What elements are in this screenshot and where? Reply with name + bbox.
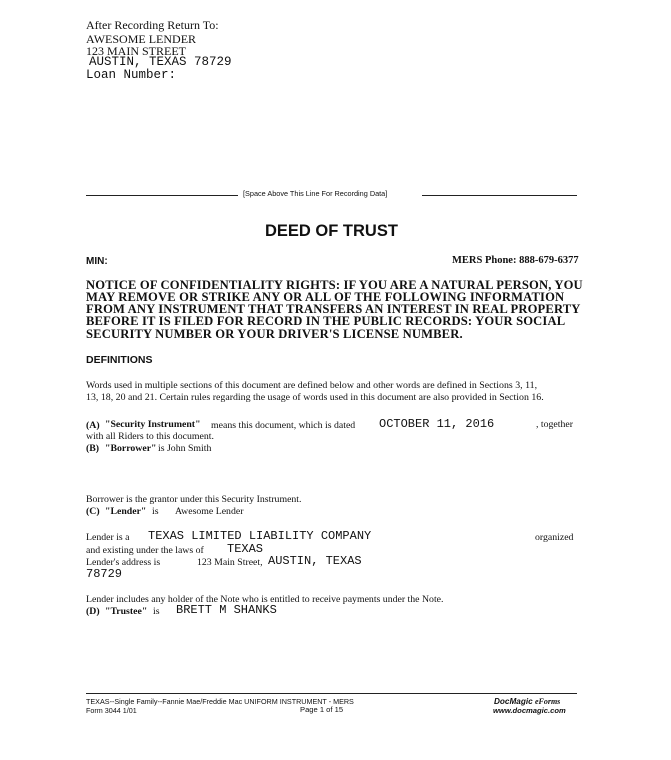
- recording-rule-left: [86, 195, 238, 196]
- item-d-value: BRETT M SHANKS: [176, 603, 277, 617]
- item-a-line-2: with all Riders to this document.: [86, 431, 214, 442]
- item-c-letter: (C): [86, 506, 100, 517]
- item-d-letter: (D): [86, 606, 100, 617]
- item-d-term: "Trustee": [105, 606, 148, 617]
- item-b-text: is John Smith: [158, 443, 212, 454]
- item-b-letter: (B): [86, 443, 100, 454]
- footer-rule: [86, 693, 577, 694]
- return-city: AUSTIN, TEXAS 78729: [89, 55, 232, 69]
- footer-form-number: Form 3044 1/01: [86, 706, 137, 715]
- document-title: DEED OF TRUST: [265, 222, 398, 240]
- item-a-text: means this document, which is dated: [211, 420, 356, 431]
- lender-address-label: Lender's address is: [86, 557, 161, 568]
- lender-holder-text: Lender includes any holder of the Note who is entitled to receive payments under the Note.: [86, 594, 444, 605]
- definitions-intro-line-2: 13, 18, 20 and 21. Certain rules regarding the usage of words used in this document are also provided in Section 16.: [86, 392, 544, 403]
- lender-address-street: 123 Main Street,: [197, 557, 263, 568]
- return-name: AWESOME LENDER: [86, 32, 197, 46]
- recording-rule-right: [422, 195, 577, 196]
- mers-phone: MERS Phone: 888-679-6377: [452, 255, 579, 266]
- lender-laws-text: and existing under the laws of: [86, 545, 204, 556]
- min-label: MIN:: [86, 256, 108, 267]
- docmagic-website: www.docmagic.com: [493, 706, 566, 715]
- footer-form-title: TEXAS--Single Family--Fannie Mae/Freddie Mac UNIFORM INSTRUMENT - MERS: [86, 697, 354, 706]
- notice-line-3: FROM ANY INSTRUMENT THAT TRANSFERS AN INTEREST IN REAL PROPERTY: [86, 302, 581, 316]
- eforms-mark: eForms: [534, 697, 561, 706]
- return-street: 123 MAIN STREET: [86, 44, 186, 58]
- item-a-letter: (A): [86, 420, 100, 431]
- item-c-term: "Lender": [105, 506, 147, 517]
- return-heading: After Recording Return To:: [86, 18, 219, 32]
- definitions-intro-line-1: Words used in multiple sections of this document are defined below and other words are defined in Sections 3, 11,: [86, 380, 538, 391]
- footer-page-number: Page 1 of 15: [300, 705, 344, 714]
- lender-entity-type: TEXAS LIMITED LIABILITY COMPANY: [148, 529, 372, 543]
- notice-line-5: SECURITY NUMBER OR YOUR DRIVER'S LICENSE NUMBER.: [86, 327, 463, 341]
- item-a-date: OCTOBER 11, 2016: [379, 417, 495, 431]
- item-a-together: , together: [536, 419, 573, 430]
- item-c-value: Awesome Lender: [175, 506, 244, 517]
- definitions-heading: DEFINITIONS: [86, 354, 153, 366]
- lender-state: TEXAS: [227, 542, 264, 556]
- notice-line-4: BEFORE IT IS FILED FOR RECORD IN THE PUBLIC RECORDS: YOUR SOCIAL: [86, 314, 566, 328]
- notice-line-1: NOTICE OF CONFIDENTIALITY RIGHTS: IF YOU ARE A NATURAL PERSON, YOU: [86, 278, 583, 292]
- notice-line-2: MAY REMOVE OR STRIKE ANY OR ALL OF THE FOLLOWING INFORMATION: [86, 290, 565, 304]
- lender-zip: 78729: [86, 567, 123, 581]
- docmagic-logo: [494, 697, 560, 706]
- lender-is-a: Lender is a: [86, 532, 130, 543]
- item-a-term: "Security Instrument": [105, 419, 201, 430]
- item-b-term: "Borrower": [105, 443, 157, 454]
- lender-organized: organized: [535, 532, 574, 543]
- item-d-is: is: [153, 606, 160, 617]
- grantor-text: Borrower is the grantor under this Security Instrument.: [86, 494, 302, 505]
- lender-address-city: AUSTIN, TEXAS: [268, 554, 362, 568]
- recording-space-label: [Space Above This Line For Recording Data]: [243, 189, 388, 198]
- item-c-is: is: [152, 506, 159, 517]
- loan-number-label: Loan Number:: [86, 68, 177, 82]
- docmagic-brand: DocMagic: [494, 697, 533, 706]
